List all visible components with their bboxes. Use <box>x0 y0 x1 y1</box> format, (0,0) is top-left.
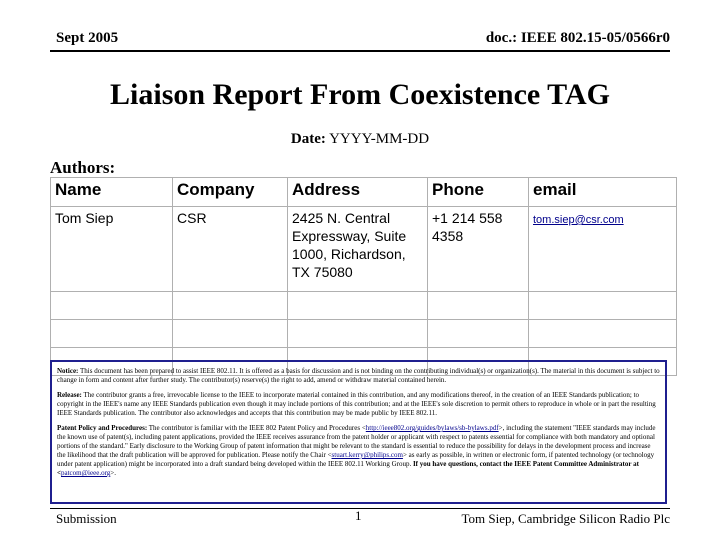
table-row <box>51 207 677 292</box>
release-paragraph <box>57 391 660 418</box>
author-phone: +1 214 558 4358 <box>428 207 529 292</box>
table-row <box>51 320 677 348</box>
header-doc-id: doc.: IEEE 802.15-05/0566r0 <box>485 30 670 46</box>
patent-policy-link[interactable]: http://ieee802.org/guides/bylaws/sb-bylaws.pdf <box>365 424 499 432</box>
notice-paragraph <box>57 367 660 385</box>
col-name-header: Name <box>51 178 173 207</box>
authors-table <box>50 177 677 376</box>
date-value: YYYY-MM-DD <box>329 131 430 147</box>
col-company-header: Company <box>173 178 288 207</box>
chair-email-link[interactable]: stuart.kerry@philips.com <box>331 451 403 459</box>
date-label: Date: <box>290 131 326 147</box>
author-email-cell <box>529 207 677 292</box>
patent-text-1: The contributor is familiar with the IEEE 802 Patent Policy and Procedures < <box>148 424 366 432</box>
table-row <box>51 292 677 320</box>
patent-text-3: > as early as possible, in written or electronic form, if patented technology (or technology under patent application) might be incorporated into a draft standard being developed within the IEEE 802.11 Working Group. <box>57 451 655 468</box>
author-company: CSR <box>173 207 288 292</box>
author-name: Tom Siep <box>51 207 173 292</box>
author-email-link[interactable]: tom.siep@csr.com <box>533 214 624 226</box>
release-label: Release: <box>57 391 82 399</box>
patent-paragraph <box>57 424 660 478</box>
footer-author: Tom Siep, Cambridge Silicon Radio Plc <box>461 511 670 526</box>
col-email-header: email <box>529 178 677 207</box>
authors-label: Authors: <box>50 158 116 177</box>
notice-box <box>50 360 667 504</box>
header-date: Sept 2005 <box>56 30 119 46</box>
footer-page-number: 1 <box>355 508 362 523</box>
notice-text: This document has been prepared to assist IEEE 802.11. It is offered as a basis for discussion and is not binding on the contributing individual(s) or organization(s). The material in this document is subject to change in form and content after further study. The contributor(s) reserve(s) the right to add, amend or withdraw material contained herein. <box>57 367 660 384</box>
table-header-row <box>51 178 677 207</box>
col-phone-header: Phone <box>428 178 529 207</box>
patent-end: >. <box>110 469 116 477</box>
patent-questions: If you have questions, contact the IEEE Patent Committee Administrator at < <box>57 460 639 477</box>
admin-email-link[interactable]: patcom@ieee.org <box>61 469 111 477</box>
author-address: 2425 N. Central Expressway, Suite 1000, Richardson, TX 75080 <box>288 207 428 292</box>
notice-label: Notice: <box>57 367 79 375</box>
patent-label: Patent Policy and Procedures: <box>57 424 148 432</box>
patent-text-2: >, including the statement "IEEE standards may include the known use of patent(s), including patent applications, provided the IEEE receives assurance from the patent holder or applicant with respect to patents essential for compliance with both mandatory and optional portions of the standard." Early disclosure to the Working Group of patent information that might be relevant to the standard is essential to reduce the possibility for delays in the development process and increase the likelihood that the draft publication will be approved for publication. Please notify the Chair < <box>57 424 656 459</box>
footer-submission: Submission <box>56 511 117 526</box>
col-address-header: Address <box>288 178 428 207</box>
slide-title: Liaison Report From Coexistence TAG <box>110 78 610 111</box>
release-text: The contributor grants a free, irrevocable license to the IEEE to incorporate material contained in this contribution, and any modifications thereof, in the creation of an IEEE Standards publication; to copyright in the IEEE's name any IEEE Standards publication even though it may include portions of this contribution; and at the IEEE's sole discretion to permit others to reproduce in whole or in part the resulting IEEE Standards publication. The contributor also acknowledges and accepts that this contribution may be made public by IEEE 802.11. <box>57 391 656 417</box>
date-line <box>0 131 720 148</box>
header-divider <box>50 50 670 52</box>
